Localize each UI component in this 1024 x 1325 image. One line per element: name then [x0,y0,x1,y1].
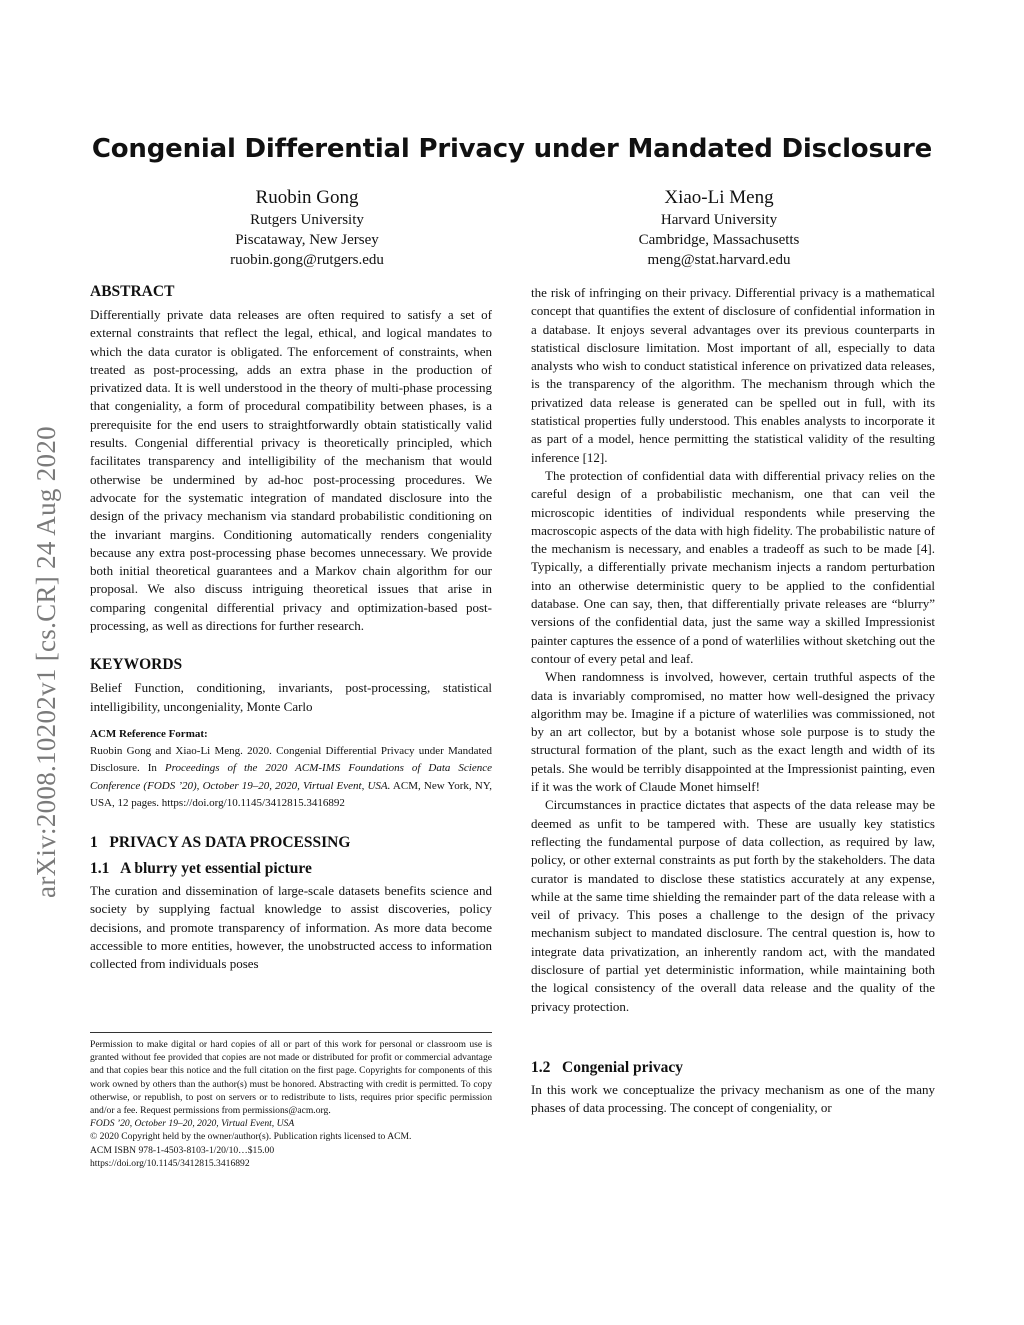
author-block-1 [142,186,472,270]
acm-reference-venue: Proceedings of the 2020 ACM-IMS Foundations of Data Science Conference (FODS ’20), October 19–20, 2020, Virtual Event, USA. [90,762,492,792]
subsection-1-2-heading: 1.2 Congenial privacy [531,1058,683,1076]
section-1-heading: 1 PRIVACY AS DATA PROCESSING [90,833,351,851]
footnote-rule [90,1032,492,1033]
author-location: Piscataway, New Jersey [235,232,379,248]
acm-reference [90,743,492,813]
footnote-isbn: ACM ISBN 978-1-4503-8103-1/20/10…$15.00 [90,1144,275,1156]
arxiv-identifier: arXiv:2008.10202v1 [cs.CR] 24 Aug 2020 [31,426,61,898]
right-paragraph-1: the risk of infringing on their privacy. Differential privacy is a mathematical concept that quantifies the extent of disclosure of confidential information in a database. It enjoys several advantages over its previous counterparts in statistical disclosure limitation. Most important of all, especially to data analysts who wish to conduct statistical inference on privatized data releases, is the transparency of the algorithm. The mechanism through which the privatized data release is generated can be spelled out in full, with its statistical properties fully understood. This enables analysts to incorporate it as part of a model, hence permitting the statistical validity of the resulting inference [12]. [531,285,935,465]
author-name: Ruobin Gong [255,187,359,208]
author-block-2 [554,186,884,270]
author-affiliation: Harvard University [660,212,778,228]
section-1-1-paragraph: The curation and dissemination of large-scale datasets benefits science and society by supplying factual knowledge to assist discoveries, policy decisions, and promote transparency of information. As more data become accessible to more entities, however, the unobstructed access to information collected from individuals poses [90,882,492,972]
section-1-2-paragraph: In this work we conceptualize the privacy mechanism as one of the many phases of data processing. The concept of congeniality, or [531,1081,935,1116]
right-paragraph-4: Circumstances in practice dictates that aspects of the data release may be deemed as unfit to be tampered with. These are usually key statistics reflecting the fundamental purpose of data collection, as required by law, policy, or other external constraints as put forth by the stakeholders. The data curator is mandated to disclose these statistics accurately at any expense, while at the same time shielding the remainder part of the data release with a veil of privacy. This poses a challenge to the design of the privacy mechanism subject to mandated disclosure. The central question is, how to integrate data privatization, an inherently random act, with the mandated disclosure of partial yet deterministic information, while maintaining both the logical consistency of the overall data release and the quality of the privacy protection. [531,797,935,1014]
left-column [90,282,492,973]
right-column [531,284,935,1117]
acm-reference-authors: Ruobin Gong and Xiao-Li Meng. 2020. Congenial Differential Privacy under Mandated Disclosure. In [90,744,492,775]
footnote-doi: https://doi.org/10.1145/3412815.3416892 [90,1157,250,1169]
author-location: Cambridge, Massachusetts [638,232,800,248]
author-email: meng@stat.harvard.edu [647,252,791,268]
keywords-heading: KEYWORDS [90,656,183,674]
footnote-venue [90,1117,492,1130]
paper-title: Congenial Differential Privacy under Mandated Disclosure [91,134,933,164]
subsection-1-1-heading: 1.1 A blurry yet essential picture [90,859,312,877]
footnote-permission: Permission to make digital or hard copies of all or part of this work for personal or classroom use is granted without fee provided that copies are not made or distributed for profit or commercial advantage and that copies bear this notice and the full citation on the first page. Copyrights for components of this work owned by others than the author(s) must be honored. Abstracting with credit is permitted. To copy otherwise, or republish, to post on servers or to redistribute to lists, requires prior specific permission and/or a fee. Request permissions from permissions@acm.org. [90,1039,492,1117]
footnote [90,1038,492,1170]
author-email: ruobin.gong@rutgers.edu [230,252,384,268]
right-paragraph-2: The protection of confidential data with differential privacy relies on the careful design of a probabilistic mechanism, one that can veil the microscopic identities of individual respondents while preserving the macroscopic aspects of the data with high fidelity. The probabilistic nature of the mechanism is necessary, and enables a tradeoff as such to be made [4]. Typically, a differentially private mechanism injects a random perturbation into an otherwise deterministic query to be applied to the confidential database. One can say, then, that differentially private releases are “blurry” versions of the confidential data, just the same way a skilled Impressionist painter captures the essence of a pond of waterlilies without sketching out the contour of every petal and leaf. [531,467,935,666]
author-affiliation: Rutgers University [250,212,364,228]
right-paragraph-3: When randomness is involved, however, certain truthful aspects of the data is invariably compromised, no matter how well-designed the privacy algorithm may be. Imagine if a picture of waterlilies was commissioned, not by an art collector, but by a botanist whose sole purpose is to study the structural formation of the plant, such as the exact length and width of its petals. She would be terribly disappointed at the Impressionist painting, even if it was the work of Claude Monet himself! [531,669,935,795]
abstract-heading: ABSTRACT [90,283,175,300]
acm-reference-heading: ACM Reference Format: [90,727,208,740]
acm-reference-tail: ACM, New York, NY, USA, 12 pages. https://doi.org/10.1145/3412815.3416892 [90,779,493,810]
abstract-text: Differentially private data releases are often required to satisfy a set of external constraints that reflect the legal, ethical, and logical mandates to which the data curator is obligated. The enforcement of constraints, when treated as post-processing, adds an extra phase in the production of privatized data. It is well understood in the theory of multi-phase processing that congeniality, a form of procedural compatibility between phases, is a prerequisite for the end users to straightforwardly obtain statistically valid results. Congenial differential privacy is theoretically principled, which facilitates transparency and intelligibility of the mechanism that would otherwise be undermined by ad-hoc post-processing procedures. We advocate for the systematic integration of mandated disclosure into the design of the privacy mechanism via standard probabilistic conditioning on the invariant margins. Conditioning automatically renders congeniality because any extra post-processing phase becomes unnecessary. We provide both initial theoretical guarantees and a Markov chain algorithm for our proposal. We also discuss intriguing theoretical issues that arise in comparing congenital differential privacy and optimization-based post-processing, as well as directions for further research. [90,307,492,634]
keywords-text: Belief Function, conditioning, invariants, post-processing, statistical intelligibility, uncongeniality, Monte Carlo [90,680,492,714]
footnote-venue-text: FODS ’20, October 19–20, 2020, Virtual Event, USA [90,1118,295,1130]
author-name: Xiao-Li Meng [664,187,774,208]
footnote-copyright: © 2020 Copyright held by the owner/author(s). Publication rights licensed to ACM. [90,1131,412,1143]
